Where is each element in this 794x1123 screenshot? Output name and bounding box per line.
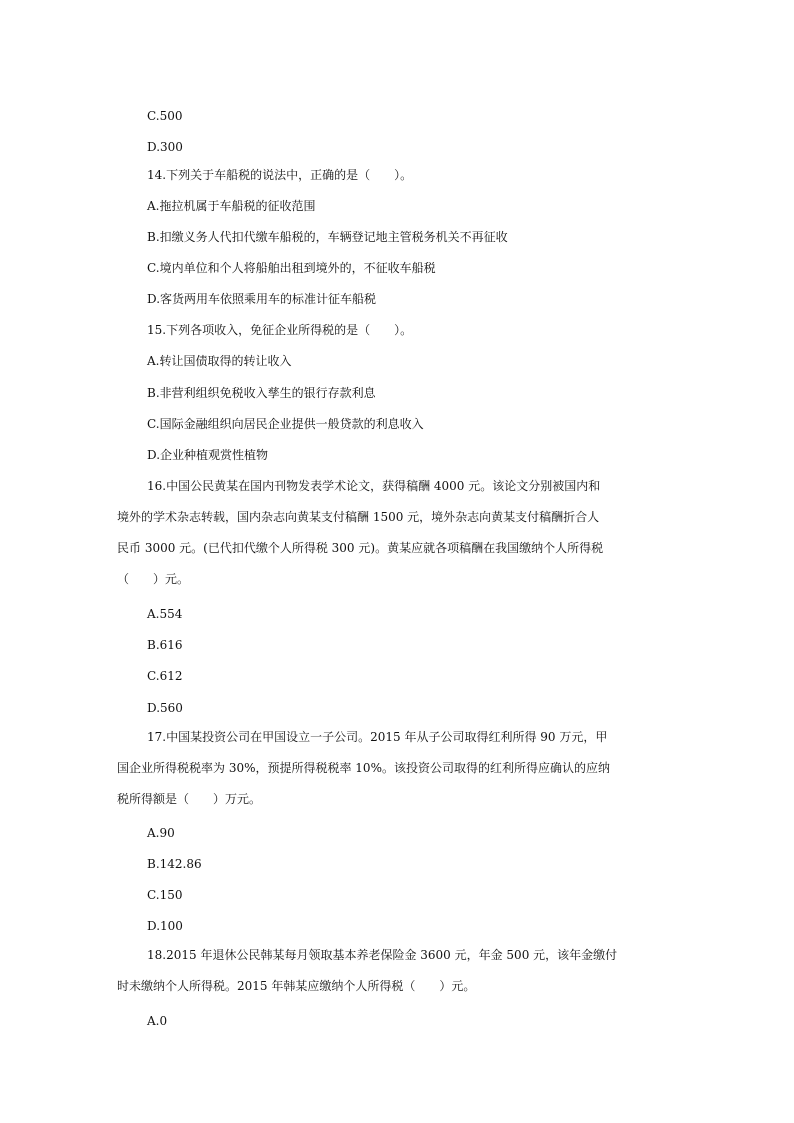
- option-b-q16: B.616: [147, 638, 183, 652]
- option-a-q15: A.转让国债取得的转让收入: [147, 354, 292, 368]
- question-17-line-1: 17.中国某投资公司在甲国设立一子公司。2015 年从子公司取得红利所得 90 万元，甲: [147, 730, 608, 744]
- option-c-q13: C.500: [147, 109, 183, 123]
- option-c-q17: C.150: [147, 888, 183, 902]
- question-16-line-4: （ ）元。: [117, 572, 190, 586]
- option-a-q16: A.554: [147, 607, 183, 621]
- option-d-q14: D.客货两用车依照乘用车的标准计征车船税: [147, 292, 377, 306]
- question-18-line-1: 18.2015 年退休公民韩某每月领取基本养老保险金 3600 元，年金 500 元，该年金缴付: [147, 948, 618, 962]
- question-14: 14.下列关于车船税的说法中，正确的是（ ）。: [147, 168, 413, 182]
- question-18-line-2: 时未缴纳个人所得税。2015 年韩某应缴纳个人所得税（ ）元。: [117, 979, 476, 993]
- option-d-q13: D.300: [147, 140, 183, 154]
- option-c-q15: C.国际金融组织向居民企业提供一般贷款的利息收入: [147, 417, 424, 431]
- option-b-q15: B.非营利组织免税收入孳生的银行存款利息: [147, 386, 376, 400]
- option-b-q14: B.扣缴义务人代扣代缴车船税的，车辆登记地主管税务机关不再征收: [147, 230, 508, 244]
- question-16-line-2: 境外的学术杂志转载，国内杂志向黄某支付稿酬 1500 元，境外杂志向黄某支付稿酬折合人: [117, 510, 600, 524]
- option-a-q17: A.90: [147, 826, 175, 840]
- option-c-q14: C.境内单位和个人将船舶出租到境外的，不征收车船税: [147, 261, 436, 275]
- question-16-line-3: 民币 3000 元。(已代扣代缴个人所得税 300 元)。黄某应就各项稿酬在我国缴纳个人所得税: [117, 541, 604, 555]
- option-d-q15: D.企业种植观赏性植物: [147, 448, 269, 462]
- option-a-q18: A.0: [147, 1014, 168, 1028]
- question-17-line-2: 国企业所得税税率为 30%，预提所得税税率 10%。该投资公司取得的红利所得应确认的应纳: [117, 761, 610, 775]
- question-17-line-3: 税所得额是（ ）万元。: [117, 792, 262, 806]
- option-c-q16: C.612: [147, 669, 183, 683]
- option-b-q17: B.142.86: [147, 857, 202, 871]
- option-a-q14: A.拖拉机属于车船税的征收范围: [147, 199, 316, 213]
- option-d-q17: D.100: [147, 919, 183, 933]
- option-d-q16: D.560: [147, 701, 183, 715]
- question-15: 15.下列各项收入，免征企业所得税的是（ ）。: [147, 323, 413, 337]
- question-16-line-1: 16.中国公民黄某在国内刊物发表学术论文，获得稿酬 4000 元。该论文分别被国内和: [147, 479, 601, 493]
